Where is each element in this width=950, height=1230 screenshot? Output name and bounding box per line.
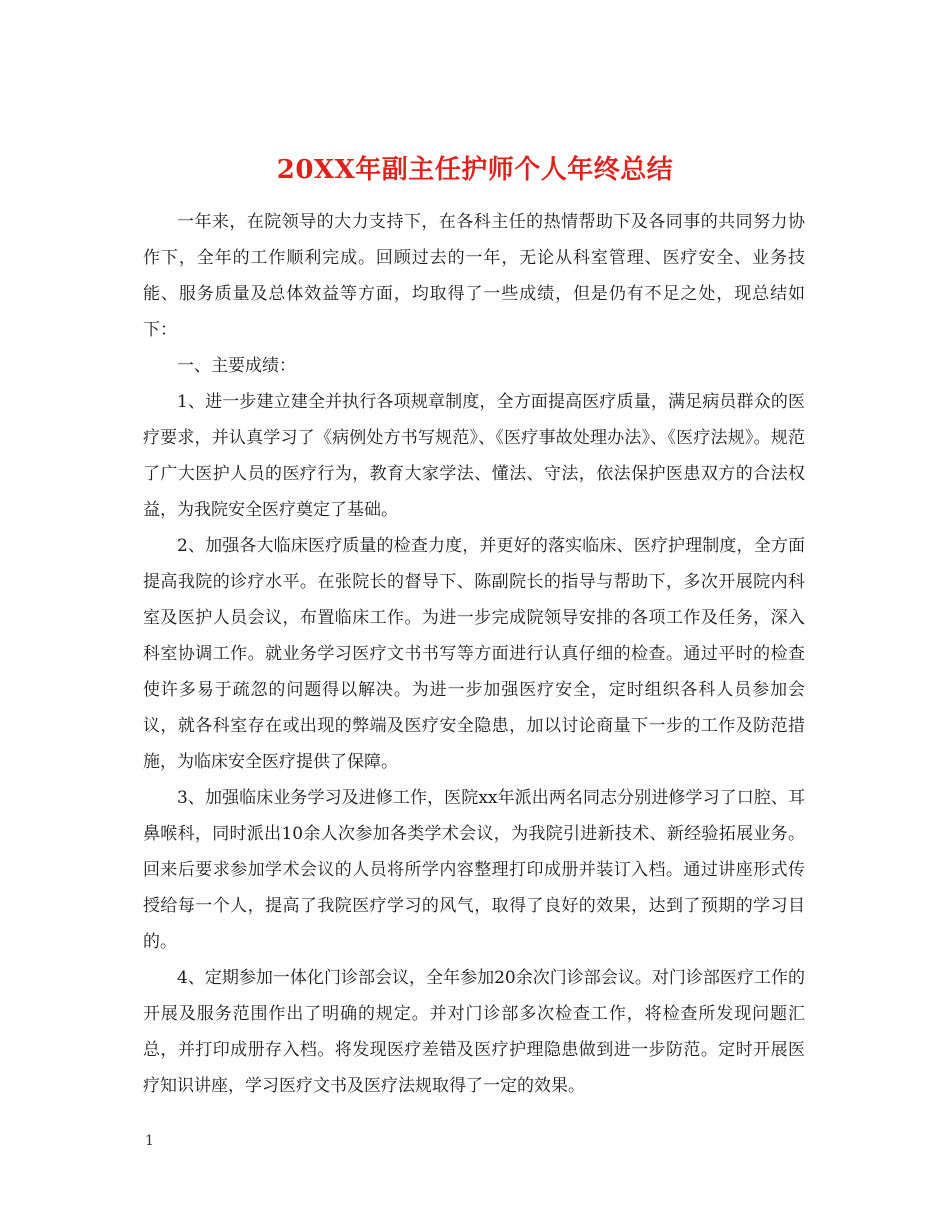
paragraph-item-2: 2、加强各大临床医疗质量的检查力度，并更好的落实临床、医疗护理制度，全方面提高我院的诊疗水平。在张院长的督导下、陈副院长的指导与帮助下，多次开展院内科室及医护人员会议，布置临床工作。为进一步完成院领导安排的各项工作及任务，深入科室协调工作。就业务学习医疗文书书写等方面进行认真仔细的检查。通过平时的检查使许多易于疏忽的问题得以解决。为进一步加强医疗安全，定时组织各科人员参加会议，就各科室存在或出现的弊端及医疗安全隐患，加以讨论商量下一步的工作及防范措施，为临床安全医疗提供了保障。: [143, 536, 805, 772]
paragraph-item-4: 4、定期参加一体化门诊部会议，全年参加20余次门诊部会议。对门诊部医疗工作的开展及服务范围作出了明确的规定。并对门诊部多次检查工作，将检查所发现问题汇总，并打印成册存入档。将发现医疗差错及医疗护理隐患做到进一步防范。定时开展医疗知识讲座，学习医疗文书及医疗法规取得了一定的效果。: [143, 968, 805, 1096]
paragraph-item-1: 1、进一步建立建全并执行各项规章制度，全方面提高医疗质量，满足病员群众的医疗要求，并认真学习了《病例处方书写规范》、《医疗事故处理办法》、《医疗法规》。规范了广大医护人员的医疗行为，教育大家学法、懂法、守法，依法保护医患双方的合法权益，为我院安全医疗奠定了基础。: [143, 392, 805, 520]
paragraph-section-heading: 一、主要成绩：: [177, 356, 296, 376]
paragraph-intro: 一年来，在院领导的大力支持下，在各科主任的热情帮助下及各同事的共同努力协作下，全年的工作顺利完成。回顾过去的一年，无论从科室管理、医疗安全、业务技能、服务质量及总体效益等方面，均取得了一些成绩，但是仍有不足之处，现总结如下：: [143, 212, 805, 340]
document-body: [143, 204, 805, 1104]
paragraph-item-3: 3、加强临床业务学习及进修工作，医院xx年派出两名同志分别进修学习了口腔、耳鼻喉科，同时派出10余人次参加各类学术会议，为我院引进新技术、新经验拓展业务。回来后要求参加学术会议的人员将所学内容整理打印成册并装订入档。通过讲座形式传授给每一个人，提高了我院医疗学习的风气，取得了良好的效果，达到了预期的学习目的。: [143, 788, 805, 952]
page-number: 1: [145, 1133, 154, 1149]
document-title: 20XX年副主任护师个人年终总结: [276, 155, 674, 186]
